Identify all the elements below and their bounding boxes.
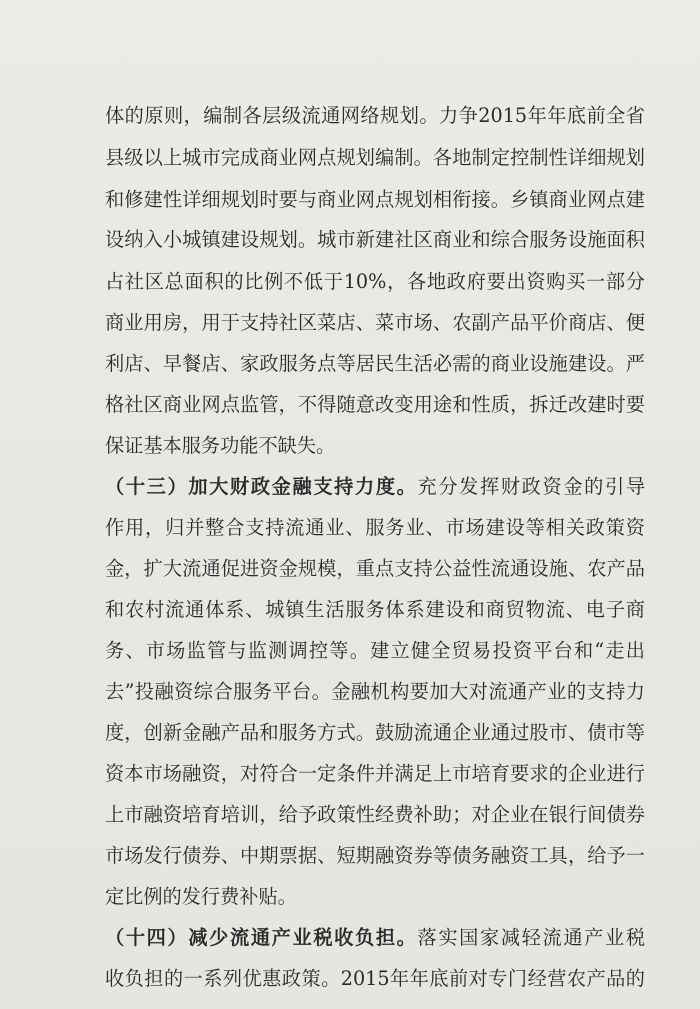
text-line: 保证基本服务功能不缺失。: [105, 434, 336, 457]
text-line: 占社区总面积的比例不低于10%，各地政府要出资购买一部分: [105, 270, 645, 293]
text-line: 收负担的一系列优惠政策。2015年年底前对专门经营农产品的: [105, 967, 645, 990]
text-line: 金，扩大流通促进资金规模，重点支持公益性流通设施、农产品: [105, 557, 645, 580]
text-line: 上市融资培育培训，给予政策性经费补助；对企业在银行间债券: [105, 803, 645, 826]
text-line: 度，创新金融产品和服务方式。鼓励流通企业通过股市、债市等: [105, 721, 645, 744]
text-line: 市场发行债券、中期票据、短期融资券等债务融资工具，给予一: [105, 844, 645, 867]
text-line: 定比例的发行费补贴。: [105, 885, 297, 908]
text-line: 设纳入小城镇建设规划。城市新建社区商业和综合服务设施面积: [105, 228, 645, 251]
text-line: 商业用房，用于支持社区菜店、菜市场、农副产品平价商店、便: [105, 311, 645, 334]
text-line: 作用，归并整合支持流通业、服务业、市场建设等相关政策资: [105, 516, 645, 539]
text-line: 利店、早餐店、家政服务点等居民生活必需的商业设施建设。严: [105, 352, 645, 375]
paragraph-14-first-line: [105, 918, 645, 958]
section-heading-13: （十三）加大财政金融支持力度。: [105, 475, 418, 498]
text-line: 格社区商业网点监管，不得随意改变用途和性质，拆迁改建时要: [105, 393, 645, 416]
text-line: 资本市场融资，对符合一定条件并满足上市培育要求的企业进行: [105, 762, 645, 785]
text-line: 体的原则，编制各层级流通网络规划。力争2015年年底前全省: [105, 104, 645, 127]
text-line: 去”投融资综合服务平台。金融机构要加大对流通产业的支持力: [105, 680, 645, 703]
text-line: 务、市场监管与监测调控等。建立健全贸易投资平台和“走出: [105, 639, 645, 662]
paragraph-13-first-line: [105, 467, 645, 507]
text-line: 落实国家减轻流通产业税: [417, 926, 646, 949]
text-line: 和农村流通体系、城镇生活服务体系建设和商贸物流、电子商: [105, 598, 645, 621]
section-heading-14: （十四）减少流通产业税收负担。: [105, 926, 418, 949]
text-line: 充分发挥财政资金的引导: [417, 475, 646, 498]
text-line: 县级以上城市完成商业网点规划编制。各地制定控制性详细规划: [105, 146, 645, 169]
text-line: 和修建性详细规划时要与商业网点规划相衔接。乡镇商业网点建: [105, 188, 645, 211]
